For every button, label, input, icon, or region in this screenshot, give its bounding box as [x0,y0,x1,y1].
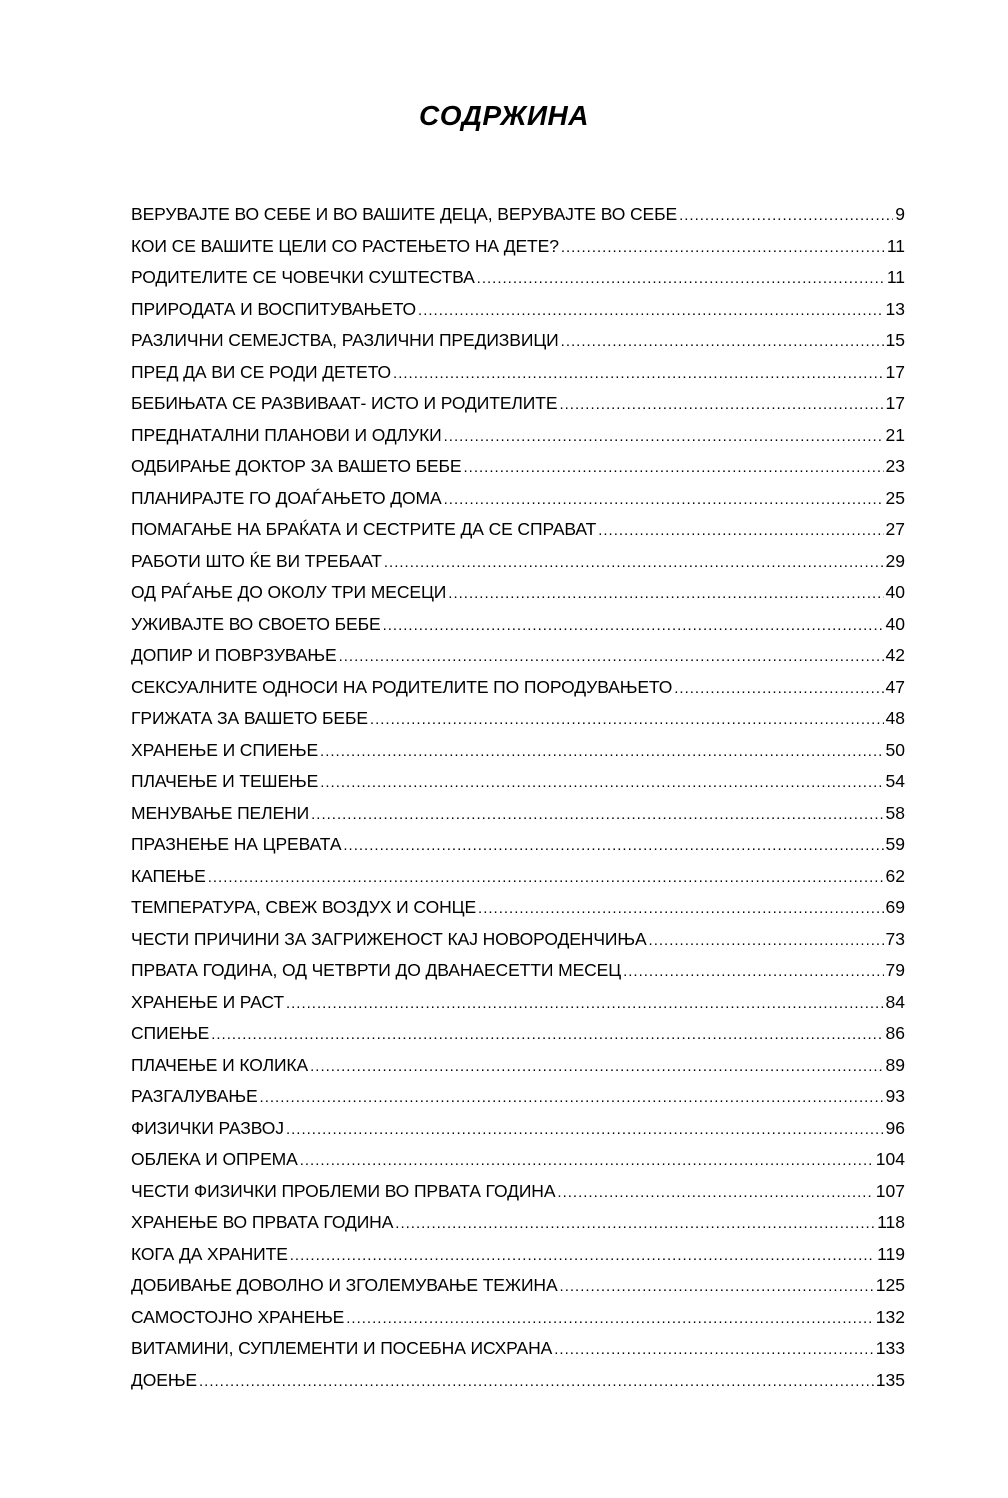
toc-entry [131,390,905,422]
dot-leader [418,298,884,324]
dot-leader [384,550,884,576]
toc-entry-label: РОДИТЕЛИТЕ СЕ ЧОВЕЧКИ СУШТЕСТВА [131,267,475,287]
toc-entry [131,674,905,706]
toc-entry-label: ПЛАЧЕЊЕ И ТЕШЕЊЕ [131,771,319,791]
toc-entry [131,1083,905,1115]
toc-entry-label: ПОМАГАЊЕ НА БРАЌАТА И СЕСТРИТЕ ДА СЕ СПРАВАТ [131,519,597,539]
dot-leader [370,707,884,733]
dot-leader [477,266,885,292]
toc-entry [131,1241,905,1273]
table-of-contents [131,201,905,1398]
dot-leader [343,833,883,859]
toc-entry-page-number: 86 [885,1023,905,1043]
toc-entry-label: ОДБИРАЊЕ ДОКТОР ЗА ВАШЕТО БЕБЕ [131,456,462,476]
toc-entry-page-number: 96 [885,1117,905,1138]
toc-entry-label: ФИЗИЧКИ РАЗВОЈ [131,1117,284,1138]
toc-entry [131,516,905,548]
toc-entry [131,768,905,800]
toc-entry [131,485,905,517]
toc-entry [131,453,905,485]
dot-leader [320,739,884,765]
dot-leader [598,518,883,544]
toc-entry-label: ПРЕД ДА ВИ СЕ РОДИ ДЕТЕТО [131,361,392,382]
dot-leader [444,487,884,513]
dot-leader [300,1148,874,1174]
toc-entry [131,548,905,580]
dot-leader [211,1022,883,1048]
dot-leader [679,203,893,229]
toc-entry-page-number: 9 [895,204,905,224]
toc-entry-page-number: 62 [885,865,905,886]
toc-entry [131,800,905,832]
toc-entry [131,1178,905,1210]
toc-entry-label: ЧЕСТИ ПРИЧИНИ ЗА ЗАГРИЖЕНОСТ КАЈ НОВОРОДЕНЧИЊА [131,928,647,949]
dot-leader [560,1274,874,1300]
toc-entry-page-number: 89 [885,1054,905,1075]
toc-entry-label: ХРАНЕЊЕ ВО ПРВАТА ГОДИНА [131,1212,394,1232]
toc-entry-label: ТЕМПЕРАТУРА, СВЕЖ ВОЗДУХ И СОНЦЕ [131,897,477,917]
dot-leader [561,329,884,355]
toc-entry-page-number: 47 [885,676,905,697]
page-title: СОДРЖИНА [418,100,589,131]
toc-entry [131,1052,905,1084]
toc-entry-label: ДОБИВАЊЕ ДОВОЛНО И ЗГОЛЕМУВАЊЕ ТЕЖИНА [131,1275,558,1295]
toc-entry-page-number: 104 [875,1149,905,1169]
toc-entry-label: САМОСТОЈНО ХРАНЕЊЕ [131,1306,345,1327]
dot-leader [286,991,884,1017]
toc-entry-label: ПЛАЧЕЊЕ И КОЛИКА [131,1054,309,1075]
dot-leader [290,1243,875,1269]
dot-leader [649,928,884,954]
toc-entry [131,422,905,454]
toc-entry-page-number: 125 [875,1275,905,1295]
toc-entry-page-number: 118 [877,1212,905,1232]
toc-entry-label: ПРЕДНАТАЛНИ ПЛАНОВИ И ОДЛУКИ [131,424,442,445]
toc-entry-page-number: 132 [875,1306,905,1327]
toc-entry [131,264,905,296]
toc-entry-page-number: 25 [885,487,905,508]
toc-entry-label: СЕКСУАЛНИТЕ ОДНОСИ НА РОДИТЕЛИТЕ ПО ПОРОДУВАЊЕТО [131,676,673,697]
dot-leader [395,1211,875,1237]
toc-entry-page-number: 79 [885,960,905,980]
dot-leader [674,676,883,702]
dot-leader [286,1117,884,1143]
toc-entry [131,359,905,391]
toc-entry-page-number: 135 [875,1369,905,1390]
toc-entry-label: ГРИЖАТА ЗА ВАШЕТО БЕБЕ [131,708,368,728]
toc-entry-label: КОГА ДА ХРАНИТЕ [131,1243,288,1264]
toc-entry [131,1335,905,1367]
dot-leader [346,1306,874,1332]
toc-entry-label: РАБОТИ ШТО ЌЕ ВИ ТРЕБААТ [131,550,382,571]
toc-entry [131,926,905,958]
dot-leader [554,1337,874,1363]
dot-leader [444,424,884,450]
dot-leader [561,235,885,261]
toc-entry-label: ПЛАНИРАЈТЕ ГО ДОАЃАЊЕТО ДОМА [131,487,442,508]
dot-leader [208,865,884,891]
toc-entry-label: КОИ СЕ ВАШИТЕ ЦЕЛИ СО РАСТЕЊЕТО НА ДЕТЕ? [131,235,559,256]
toc-entry [131,705,905,737]
toc-entry [131,1146,905,1178]
toc-entry [131,957,905,989]
toc-entry [131,831,905,863]
toc-entry [131,989,905,1021]
toc-entry [131,863,905,895]
toc-entry-page-number: 50 [885,739,905,760]
toc-entry-label: ХРАНЕЊЕ И РАСТ [131,991,284,1012]
toc-entry [131,296,905,328]
toc-entry-page-number: 29 [885,550,905,571]
toc-entry-label: КАПЕЊЕ [131,865,206,886]
toc-entry [131,1272,905,1304]
toc-entry [131,1209,905,1241]
toc-entry-label: ПРВАТА ГОДИНА, ОД ЧЕТВРТИ ДО ДВАНАЕСЕТТИ МЕСЕЦ [131,960,622,980]
toc-entry-page-number: 119 [877,1243,905,1264]
toc-entry [131,737,905,769]
toc-entry-page-number: 107 [875,1180,905,1201]
toc-entry-page-number: 58 [885,802,905,823]
toc-entry [131,1304,905,1336]
dot-leader [339,644,884,670]
toc-entry [131,894,905,926]
toc-entry-label: ОБЛЕКА И ОПРЕМА [131,1149,298,1169]
dot-leader [559,392,883,418]
toc-entry-label: ДОПИР И ПОВРЗУВАЊЕ [131,645,337,665]
toc-entry-label: БЕБИЊАТА СЕ РАЗВИВААТ- ИСТО И РОДИТЕЛИТЕ [131,393,558,413]
toc-entry-page-number: 40 [885,582,905,602]
toc-entry-page-number: 23 [885,456,905,476]
toc-entry-page-number: 73 [885,928,905,949]
dot-leader [557,1180,873,1206]
dot-leader [623,959,883,985]
toc-entry-page-number: 11 [886,235,905,256]
toc-entry-page-number: 48 [885,708,905,728]
toc-entry-label: РАЗГАЛУВАЊЕ [131,1086,258,1106]
toc-entry [131,579,905,611]
dot-leader [464,455,884,481]
toc-entry-label: РАЗЛИЧНИ СЕМЕЈСТВА, РАЗЛИЧНИ ПРЕДИЗВИЦИ [131,330,559,350]
toc-entry-label: ПРИРОДАТА И ВОСПИТУВАЊЕТО [131,298,417,319]
toc-entry-page-number: 27 [885,519,905,539]
toc-entry-page-number: 17 [885,393,905,413]
toc-entry [131,327,905,359]
toc-entry-page-number: 13 [885,298,905,319]
toc-entry-label: ДОЕЊЕ [131,1369,197,1390]
toc-entry-page-number: 93 [885,1086,905,1106]
toc-entry [131,611,905,643]
toc-entry [131,233,905,265]
toc-entry-label: МЕНУВАЊЕ ПЕЛЕНИ [131,802,310,823]
toc-entry-label: ЧЕСТИ ФИЗИЧКИ ПРОБЛЕМИ ВО ПРВАТА ГОДИНА [131,1180,556,1201]
dot-leader [311,802,883,828]
toc-entry-page-number: 15 [885,330,905,350]
toc-entry-page-number: 40 [885,613,905,634]
toc-entry-page-number: 69 [885,897,905,917]
dot-leader [478,896,883,922]
toc-entry-page-number: 17 [885,361,905,382]
dot-leader [448,581,883,607]
toc-entry [131,201,905,233]
toc-entry-label: ОД РАЃАЊЕ ДО ОКОЛУ ТРИ МЕСЕЦИ [131,582,447,602]
toc-entry-label: ВИТАМИНИ, СУПЛЕМЕНТИ И ПОСЕБНА ИСХРАНА [131,1338,553,1358]
toc-entry-page-number: 21 [885,424,905,445]
toc-entry [131,1367,905,1399]
dot-leader [260,1085,884,1111]
toc-entry-label: ХРАНЕЊЕ И СПИЕЊЕ [131,739,319,760]
toc-entry-page-number: 54 [885,771,905,791]
dot-leader [383,613,884,639]
toc-entry [131,1115,905,1147]
dot-leader [310,1054,883,1080]
toc-entry [131,1020,905,1052]
dot-leader [320,770,883,796]
toc-entry-page-number: 59 [885,834,905,854]
toc-entry-label: ПРАЗНЕЊЕ НА ЦРЕВАТА [131,834,342,854]
toc-entry [131,642,905,674]
toc-entry-page-number: 133 [875,1338,905,1358]
toc-entry-page-number: 84 [885,991,905,1012]
toc-entry-page-number: 42 [885,645,905,665]
toc-entry-label: ВЕРУВАЈТЕ ВО СЕБЕ И ВО ВАШИТЕ ДЕЦА, ВЕРУВАЈТЕ ВО СЕБЕ [131,204,678,224]
toc-entry-label: УЖИВАЈТЕ ВО СВОЕТО БЕБЕ [131,613,381,634]
dot-leader [199,1369,874,1395]
toc-entry-label: СПИЕЊЕ [131,1023,210,1043]
toc-entry-page-number: 11 [886,267,905,287]
dot-leader [393,361,884,387]
